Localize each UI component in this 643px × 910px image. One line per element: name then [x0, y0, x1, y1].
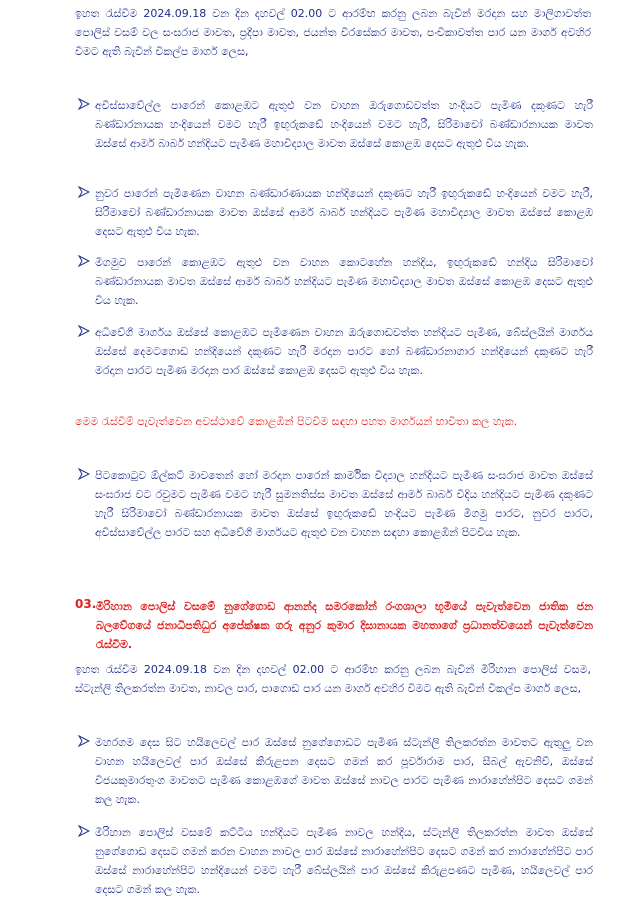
section-heading-03	[75, 597, 593, 654]
bullet-text: මහරගම දෙස සිට හයිලෙවල් පාර ඔස්සේ නුගේගොඩට පැමිණ ස්ටැන්ලි තිලකරත්න මාවතට ඇතුලු වන වාහන හයිලෙවල් පාර ඔස්සේ කිරුළපන දෙසට ගමන් කර පූර්වාරාම පාර, සීබල් ඇවනිව්, ඔස්සේ විජයකුමාරතුංග මාවතට පැමිණ කොළඹගේ මාවත ඔස්සේ නාවල පාරට පැමිණ නාරාහේන්පිට දෙසට ගමන් කල හැක.	[95, 736, 593, 806]
bullet-text: මීගමුව පාරෙන් කොළඹට ඇතුළු වන වාහන කොටහේන හන්දිය, ඉඟුරුකඩේ හන්දිය සිරිමාවෝ බණ්ඩාරනායක මාවත ඔස්සේ ආමර් බාබර් හන්දියට පැමිණ මහාවිද්‍යාල මාවත ඔස්සේ කොළඹ දෙසට ඇතුළු විය හැක.	[95, 256, 593, 307]
list-item	[95, 466, 593, 542]
arrow-bullet-icon	[78, 186, 90, 198]
bullet-text: නුවර පාරෙන් පැමිණෙන වාහන බණ්ඩාරණායක හන්දියෙන් දකුණට හැරී ඉඟුරුකඩේ හංදියෙන් වමට හැරී, සිරිමාවෝ බණ්ඩාරනායක මාවත ඔස්සේ ආමර් බාබර් හන්දියට පැමිණ මහාවිද්‍යාල මාවත ඔස්සේ කොළඹ දෙසට ඇතුළු විය හැක.	[95, 187, 593, 238]
list-item	[95, 253, 593, 310]
section-title: මිරිහාන පොලිස් වසමේ නුගේගොඩ ආනන්ද සමරකෝන් රංගශාලා භූමියේ පැවැත්වෙන ජාතික ජන බලවේගයේ ජනාධිපතිධුර අපේක්ෂක ගරු අනුර කුමාර දිසානායක මහතාගේ ප්‍රධානත්වයෙන් පැවැත්වෙන රැස්වීම.	[96, 600, 593, 651]
bullet-text: මිරිහාන පොලිස් වසමේ කට්ටිය හන්දියට පැමිණ නාවල හන්දිය, ස්ටැන්ලි තිලකරත්න මාවත ඔස්සේ නුගේගොඩ දෙසට ගමන් කරන වාහන නාවල පාර ඔස්සේ නාරාහේන්පිට දෙසට ගමන් කර නාරාහේන්පිට පාර ඔස්සේ නාරාහේන්පිට හන්දියෙන් වමට හැරී බේස්ලයින් පාර ඔස්සේ කිරුළපණට පැමිණ, හයිලෙවල් පාර දෙසට ගමන් කල හැක.	[95, 826, 593, 896]
arrow-bullet-icon	[78, 825, 90, 837]
list-item	[95, 96, 593, 153]
list-item	[95, 323, 593, 380]
bullet-text: පිටකොටුව ඕල්කට් මාවතෙන් හෝ මරදාන පාරෙන් කාර්මික විද්‍යාල හන්දියට පැමිණ සංඝරාජ මාවත ඔස්සේ සංඝරාජ වට රවුමට පැමිණ වමට හැරී සුමනතිස්ස මාවත ඔස්සේ ආමර් බාබර් වීදිය හන්දියට පැමිණ දකුණට හැරී සිරිමාවෝ බණ්ඩාරනායක මාවත ඔස්සේ ඉඟුරුකඩේ හංදියට පැමිණ මීගමු පාරට, නුවර පාරට, අවිස්සාවේල්ල පාරට සහ අධිවේගී මාර්ගයට ඇතුළු වන වාහන සඳහා කොළඹින් පිටවිය හැක.	[95, 469, 593, 539]
arrow-bullet-icon	[78, 468, 90, 480]
bullet-text: අවිස්සාවේල්ල පාරෙන් කොළඹට ඇතුළු වන වාහන ඔරුගොඩවත්ත හංදියට පැමිණ දකුණට හැරී බණ්ඩාරනායක හංදියෙන් වමට හැරී ඉඟුරුකඩේ හංදියෙන් වමට හැරී, සිරිමාවෝ බණ්ඩාරනායක මාවත ඔස්සේ ආමර් බාබර් හන්දියට පැමිණ මහාවිද්‍යාල මාවත ඔස්සේ කොළඹ දෙසට ඇතුළු විය හැක.	[95, 99, 593, 150]
list-item	[95, 733, 593, 809]
intro-paragraph-2: ඉහත රැස්වීම 2024.09.18 වන දින දහවල් 02.00 ට ආරම්භ කරනු ලබන බැවින් මිරිහාන පොලිස් වසම, ස්ටැන්ලි තිලකරත්න මාවත, නාවල පාර, පාගොඩ පාර යන මාර්ග අවහිර වීමට ඇති බැවින් විකල්ප මාර්ග ලෙස,	[75, 663, 591, 695]
arrow-bullet-icon	[78, 735, 90, 747]
intro-paragraph-1: ඉහත රැස්වීම 2024.09.18 වන දින දහවල් 02.00 ට ආරම්භ කරනු ලබන බැවින් මරදාන සහ මාලිගාවත්ත පොලිස් වසම් වල සංඝරාජ මාවත, ප්‍රදීපා මාවත, ජයන්ත වීරසේකර මාවත, පංචිකාවත්ත පාර යන මාර්ග අවහිර වීමට ඇති බැවින් විකල්ප මාර්ග ලෙස,	[75, 7, 591, 58]
bullet-text: අධිවේගී මාර්ගය ඔස්සේ කොළඹට පැමිණෙන වාහන ඔරුගොඩවත්ත හන්දියට පැමිණ, බේස්ලයින් මාර්ගය ඔස්සේ දෙමටගොඩ හන්දියෙන් දකුණට හැරී මරදාන පාරට හෝ බණ්ඩාරනාගාර හන්දියෙන් දකුණට හැරී මරදාන පාරට පැමිණ මරදාන පාර ඔස්සේ කොළඹ දෙසට ඇතුළු විය හැක.	[95, 326, 593, 377]
arrow-bullet-icon	[78, 255, 90, 267]
arrow-bullet-icon	[78, 325, 90, 337]
exit-routes-note: මෙම රැස්වීම් පැවැත්වෙන අවස්ථාවේ කොළඹින් පිටවීම සඳහා පහත මාර්ගයන් භාවිතා කල හැක.	[75, 415, 518, 428]
list-item	[95, 184, 593, 241]
list-item	[95, 823, 593, 899]
section-number: 03.	[75, 597, 97, 611]
arrow-bullet-icon	[78, 98, 90, 110]
